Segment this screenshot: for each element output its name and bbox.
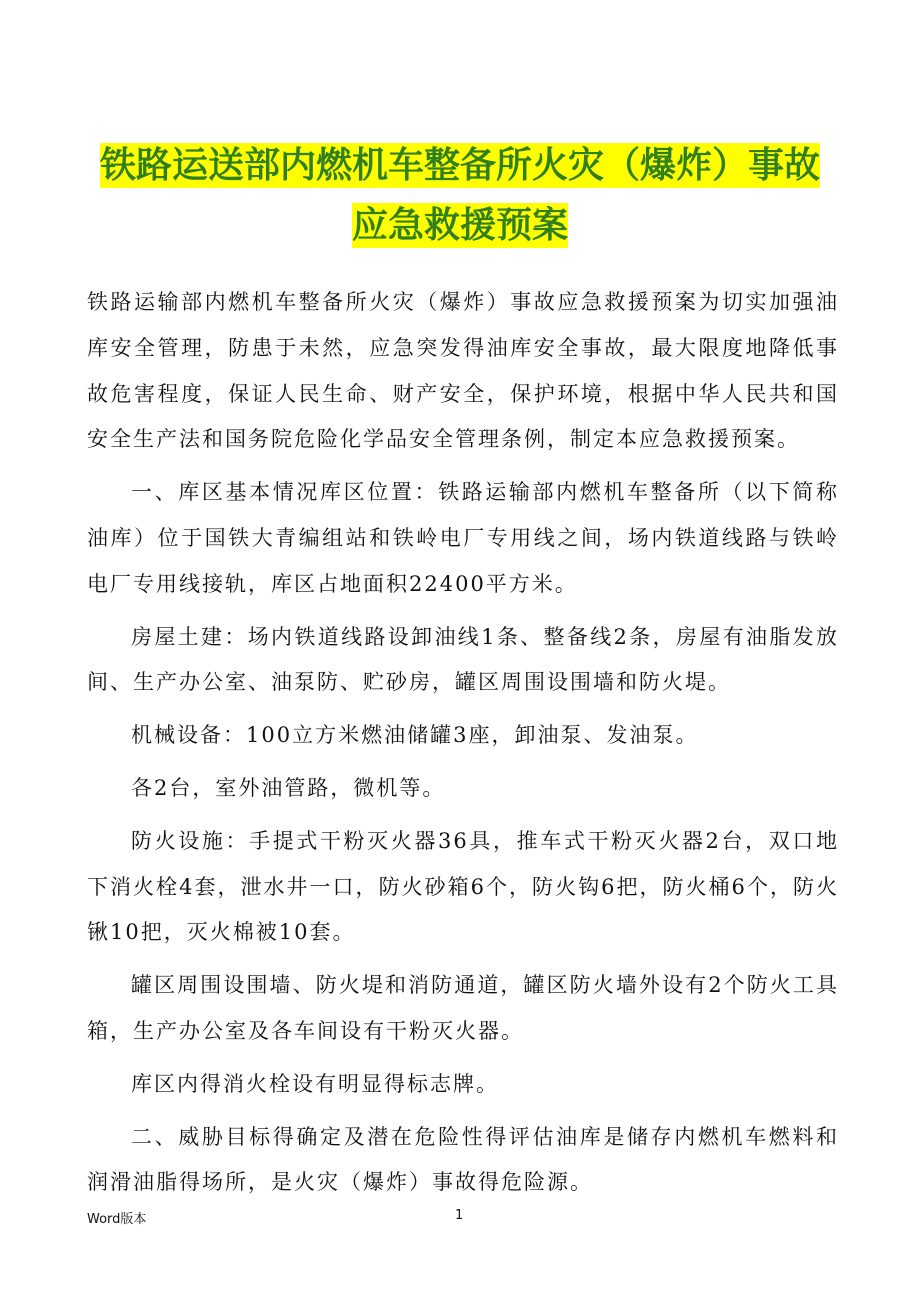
paragraph-hydrant-signs: 库区内得消火栓设有明显得标志牌。 <box>131 1071 499 1096</box>
paragraph-section-1: 一、库区基本情况库区位置：铁路运输部内燃机车整备所（以下简称油库）位于国铁大青编组站和铁岭电厂专用线之间，场内铁道线路与铁岭电厂专用线接轨，库区占地面积22400平方米。 <box>87 480 839 596</box>
title-line-1: 铁路运送部内燃机车整备所火灾（爆炸）事故 <box>99 145 820 186</box>
paragraph-equipment-cont: 各2台，室外油管路，微机等。 <box>131 775 446 800</box>
document-title <box>60 136 860 256</box>
paragraph-fire-facilities: 防火设施：手提式干粉灭火器36具，推车式干粉灭火器2台，双口地下消火栓4套，泄水井一口，防火砂箱6个，防火钩6把，防火桶6个，防火锹10把，灭火棉被10套。 <box>87 828 839 945</box>
footer-version-label: Word版本 <box>87 1212 147 1227</box>
paragraph-intro: 铁路运输部内燃机车整备所火灾（爆炸）事故应急救援预案为切实加强油库安全管理，防患于未然，应急突发得油库安全事故，最大限度地降低事故危害程度，保证人民生命、财产安全，保护环境，根据中华人民共和国安全生产法和国务院危险化学品安全管理条例，制定本应急救援预案。 <box>87 290 839 452</box>
document-body <box>87 280 839 1213</box>
paragraph-section-2: 二、威胁目标得确定及潜在危险性得评估油库是储存内燃机车燃料和润滑油脂得场所，是火灾（爆炸）事故得危险源。 <box>87 1124 839 1195</box>
paragraph-tank-area: 罐区周围设围墙、防火堤和消防通道，罐区防火墙外设有2个防火工具箱，生产办公室及各车间设有干粉灭火器。 <box>87 973 839 1043</box>
footer-page-number: 1 <box>455 1208 464 1223</box>
paragraph-equipment: 机械设备：100立方米燃油储罐3座，卸油泵、发油泵。 <box>131 723 699 748</box>
title-line-2: 应急救援预案 <box>351 205 568 246</box>
paragraph-buildings: 房屋土建：场内铁道线路设卸油线1条、整备线2条，房屋有油脂发放间、生产办公室、油泵防、贮砂房，罐区周围设围墙和防火堤。 <box>87 624 839 695</box>
